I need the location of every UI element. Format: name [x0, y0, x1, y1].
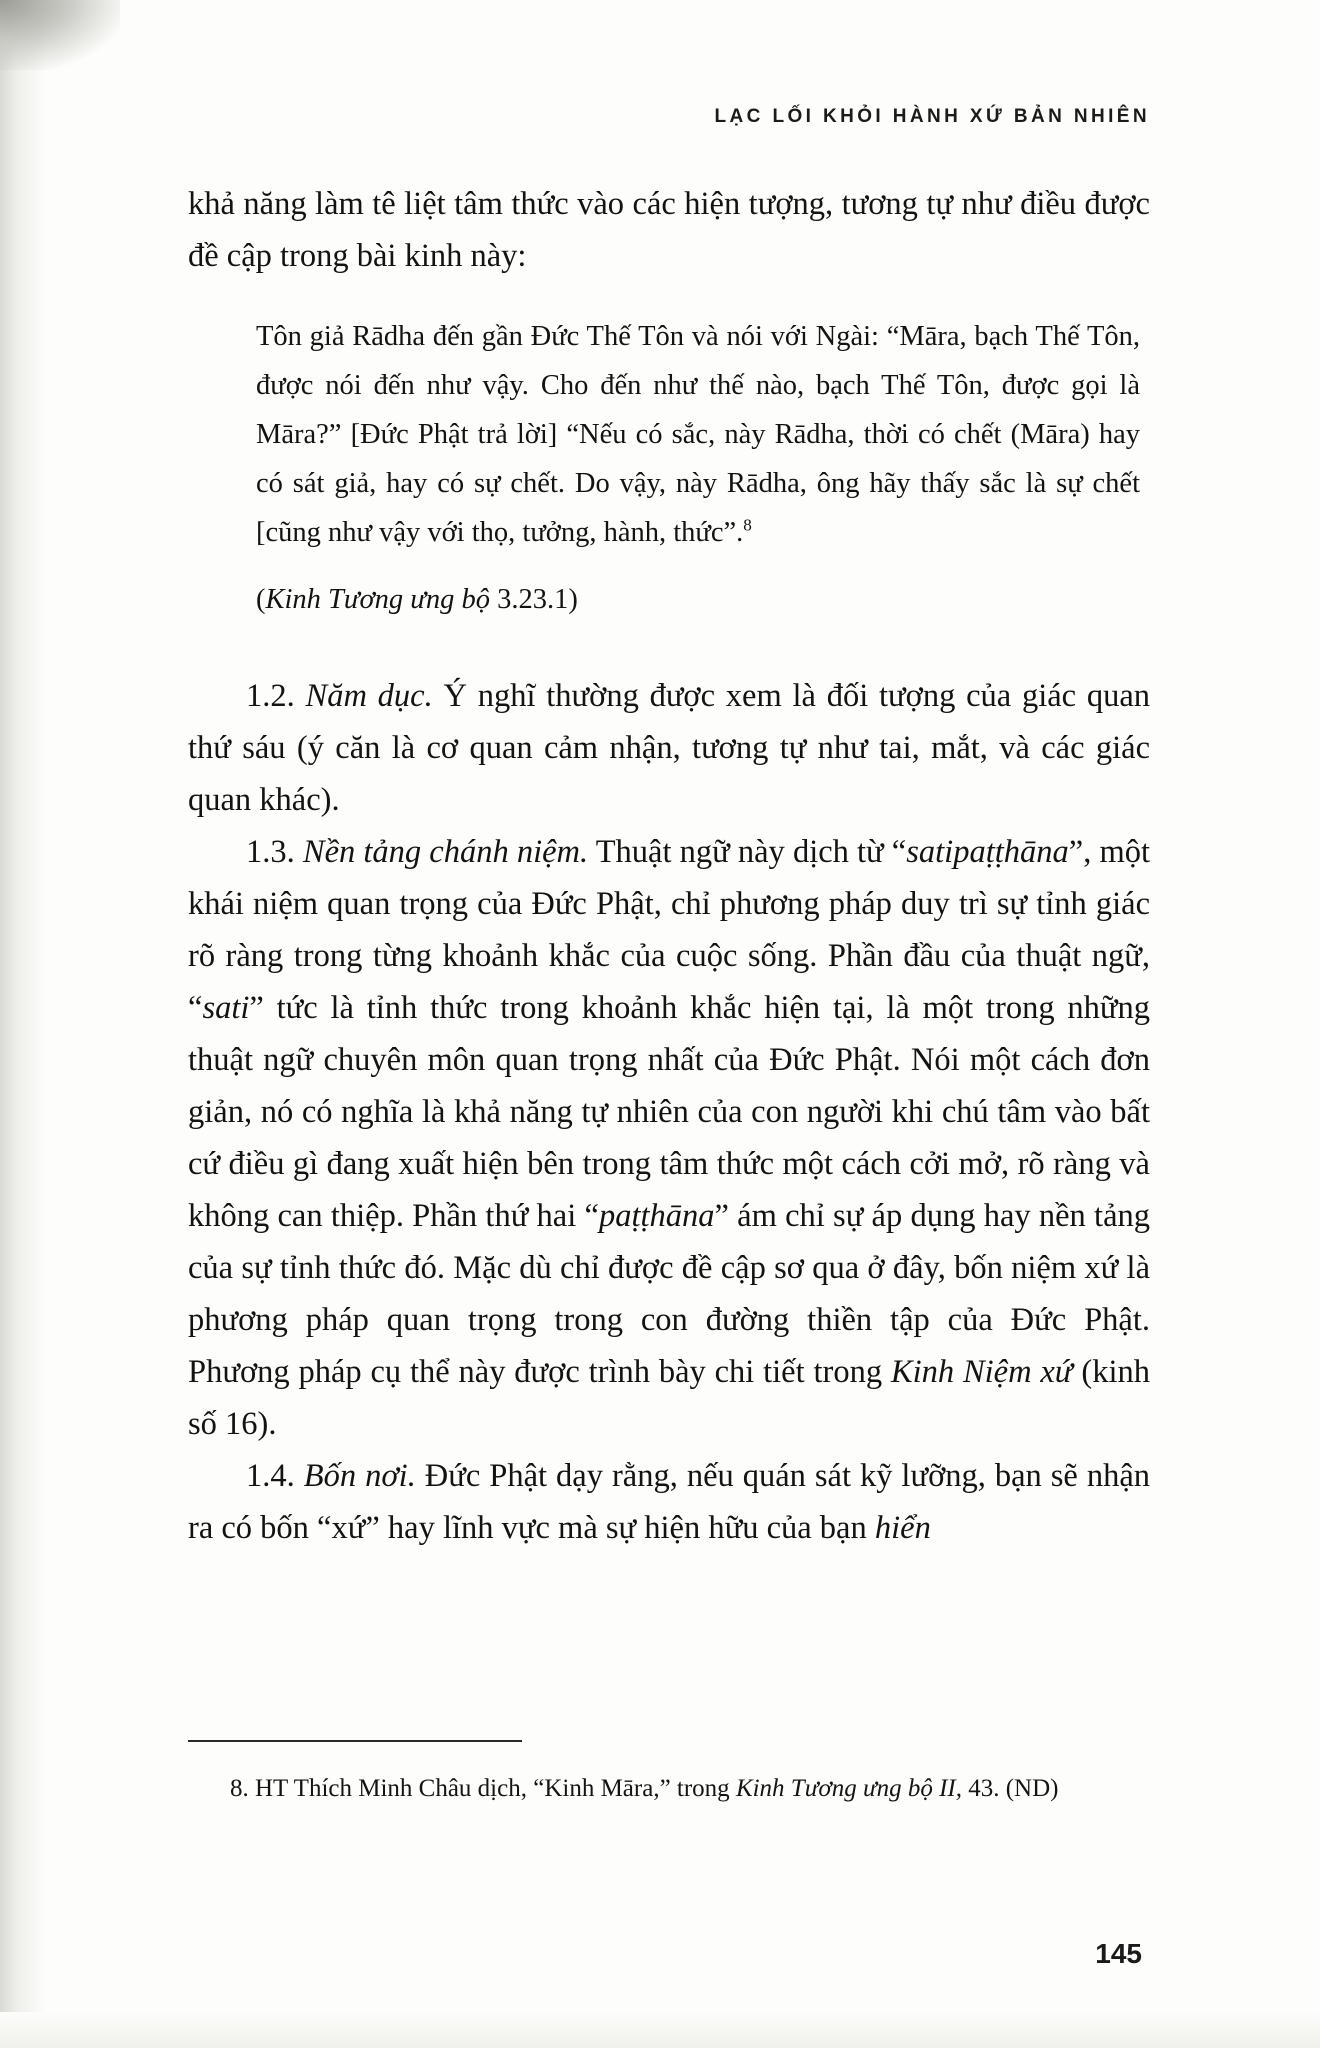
- section-1-2: [188, 670, 1150, 826]
- section-1-3-number: 1.3.: [246, 834, 295, 870]
- section-1-2-number: 1.2.: [246, 678, 295, 714]
- blockquote-body: Tôn giả Rādha đến gần Đức Thế Tôn và nói với Ngài: “Māra, bạch Thế Tôn, được nói đến như vậy. Cho đến như thế nào, bạch Thế Tôn, được gọi là Māra?” [Đức Phật trả lời] “Nếu có sắc, này Rādha, thời có chết (Māra) hay có sát giả, hay có sự chết. Do vậy, này Rādha, ông hãy thấy sắc là sự chết [cũng như vậy với thọ, tưởng, hành, thức”.: [256, 321, 1140, 548]
- citation-open-paren: (: [256, 584, 266, 615]
- footnote-marker: 8: [743, 515, 752, 535]
- section-1-3: [188, 826, 1150, 1450]
- footnote-source-title: Kinh Tương ưng bộ II,: [735, 1775, 962, 1802]
- pali-term-patthana: paṭṭhāna: [598, 1198, 715, 1234]
- footnote-number: 8.: [230, 1775, 249, 1802]
- section-1-4-title: Bốn nơi.: [303, 1458, 416, 1494]
- pali-term-satipatthana: satipaṭṭhāna: [906, 834, 1069, 870]
- section-1-3-text-d: ” ám chỉ sự áp dụng hay nền tảng của sự tỉnh thức đó. Mặc dù chỉ được đề cập sơ qua ở đây, bốn niệm xứ là phương pháp quan trọng trong con đường thiền tập của Đức Phật. Phương pháp cụ thể này được trình bày chi tiết trong: [188, 1198, 1151, 1390]
- section-1-3-text-e: (kinh số 16).: [188, 1354, 1150, 1442]
- page-number: 145: [1095, 1938, 1142, 1969]
- blockquote-citation: [256, 575, 1140, 624]
- running-head: LẠC LỐI KHỎI HÀNH XỨ BẢN NHIÊN: [714, 106, 1150, 127]
- section-1-3-text-a: Thuật ngữ này dịch từ “: [588, 834, 907, 870]
- section-1-3-text-b: ”, một khái niệm quan trọng của Đức Phật, chỉ phương pháp duy trì sự tỉnh giác rõ ràng trong từng khoảnh khắc của cuộc sống. Phần đầu của thuật ngữ, “: [188, 834, 1151, 1026]
- citation-reference: 3.23.1): [489, 584, 578, 615]
- text-column: [188, 178, 1150, 1554]
- footnote-area: [188, 1740, 1150, 1810]
- footnote-text-a: HT Thích Minh Châu dịch, “Kinh Māra,” trong: [248, 1775, 736, 1802]
- footnote-text-b: 43. (ND): [961, 1775, 1059, 1802]
- footnote-8: [188, 1768, 1150, 1810]
- section-1-2-text: Ý nghĩ thường được xem là đối tượng của giác quan thứ sáu (ý căn là cơ quan cảm nhận, tương tự như tai, mắt, và các giác quan khác).: [188, 678, 1151, 818]
- sutta-title-kinh-niem-xu: Kinh Niệm xứ: [890, 1354, 1073, 1390]
- blockquote-sutta: [188, 312, 1150, 624]
- section-1-3-title: Nền tảng chánh niệm.: [302, 834, 589, 870]
- pali-term-sati: sati: [202, 990, 250, 1026]
- section-1-4-emphasis: hiển: [874, 1510, 931, 1546]
- section-1-3-text-c: ” tức là tỉnh thức trong khoảnh khắc hiện tại, là một trong những thuật ngữ chuyên môn quan trọng nhất của Đức Phật. Nói một cách đơn giản, nó có nghĩa là khả năng tự nhiên của con người khi chú tâm vào bất cứ điều gì đang xuất hiện bên trong tâm thức một cách cởi mở, rõ ràng và không can thiệp. Phần thứ hai “: [188, 990, 1150, 1234]
- paragraph-continued: khả năng làm tê liệt tâm thức vào các hiện tượng, tương tự như điều được đề cập trong bài kinh này:: [188, 186, 1150, 274]
- blockquote-text: [256, 312, 1140, 557]
- footnote-separator-rule: [188, 1740, 522, 1742]
- section-1-2-title: Năm dục.: [305, 678, 433, 714]
- section-1-4: [188, 1450, 1150, 1554]
- citation-source-title: Kinh Tương ưng bộ: [265, 584, 490, 615]
- section-1-4-number: 1.4.: [246, 1458, 295, 1494]
- section-1-4-text-a: Đức Phật dạy rằng, nếu quán sát kỹ lưỡng, bạn sẽ nhận ra có bốn “xứ” hay lĩnh vực mà sự hiện hữu của bạn: [188, 1458, 1151, 1546]
